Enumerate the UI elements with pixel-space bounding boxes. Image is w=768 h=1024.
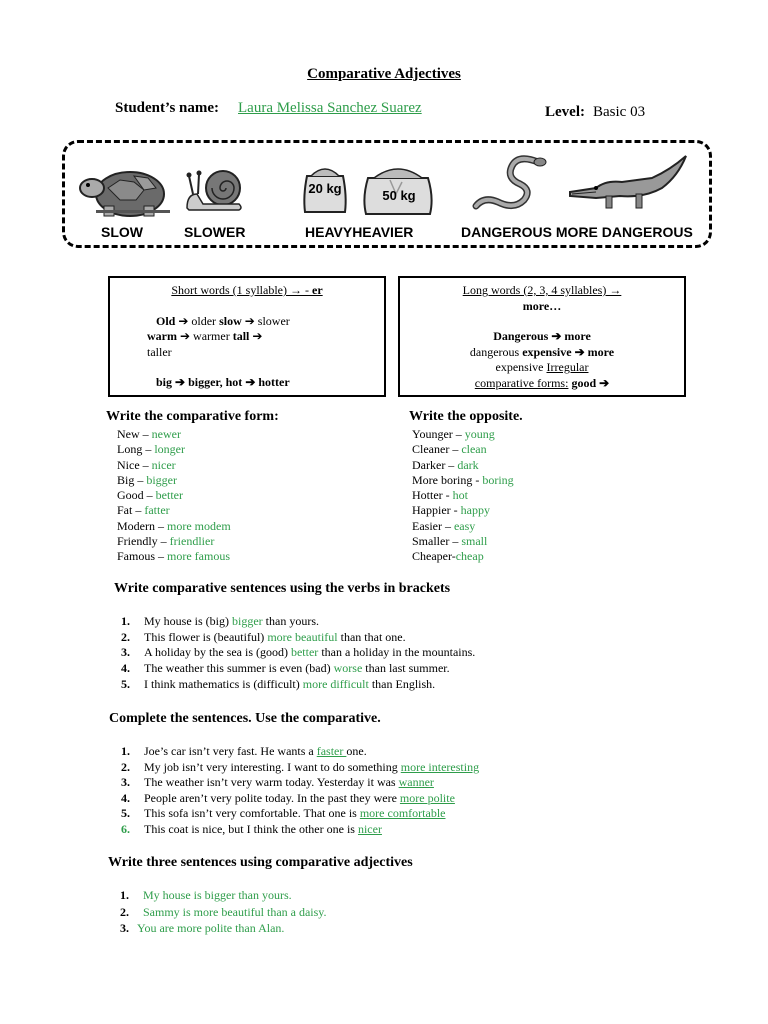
list-item: Big – bigger — [117, 472, 177, 487]
student-name-value: Laura Melissa Sanchez Suarez — [238, 100, 422, 116]
short-example-4: big ➔ bigger, hot ➔ hotter — [156, 375, 290, 389]
three-sentences-list — [120, 887, 327, 937]
list-item: 1. My house is (big) bigger than yours. — [121, 614, 319, 628]
long-example-4: comparative forms: good ➔ — [474, 375, 610, 390]
brackets-list — [121, 614, 475, 693]
list-item: Famous – more famous — [117, 549, 230, 564]
list-item: 3. You are more polite than Alan. — [120, 921, 285, 935]
list-item: Smaller – small — [412, 534, 488, 549]
long-example-1: Dangerous ➔ more — [493, 329, 591, 343]
label-dangerous: DANGEROUS MORE DANGEROUS — [461, 224, 693, 240]
list-item: 3. The weather isn’t very warm today. Yesterday it was wanner — [121, 775, 434, 789]
comparative-form-list — [117, 427, 231, 565]
long-example-3: expensive Irregular — [495, 360, 589, 374]
list-item: Darker – dark — [412, 457, 479, 472]
student-name-label: Student’s name: — [115, 100, 220, 116]
label-slow: SLOW — [101, 224, 143, 240]
list-item: Cheaper-cheap — [412, 549, 484, 564]
list-item: 2. My job isn’t very interesting. I want to do something more interesting — [121, 759, 480, 774]
list-item: Nice – nicer — [117, 457, 176, 472]
list-item: Modern – more modem — [117, 518, 231, 533]
list-item: 4. The weather this summer is even (bad) worse than last summer. — [121, 661, 450, 676]
opposite-list — [412, 427, 514, 565]
list-item: Friendly – friendlier — [117, 534, 215, 549]
short-example-1: Old ➔ older slow ➔ slower — [156, 313, 290, 328]
label-slower: SLOWER — [184, 224, 246, 240]
page-title: Comparative Adjectives — [307, 66, 461, 82]
label-heavy-heavier: HEAVYHEAVIER — [305, 224, 414, 240]
list-item: Good – better — [117, 488, 183, 503]
complete-heading: Complete the sentences. Use the comparative. — [109, 711, 381, 726]
opposite-heading: Write the opposite. — [409, 409, 523, 424]
level-label: Level: — [545, 104, 585, 120]
level-value: Basic 03 — [593, 104, 646, 120]
list-item: Cleaner – clean — [412, 442, 487, 457]
short-words-box — [108, 276, 386, 397]
snail-image — [183, 164, 245, 214]
crocodile-image — [566, 152, 690, 214]
list-item: Hotter - hot — [412, 488, 468, 503]
long-example-2: dangerous expensive ➔ more — [469, 344, 615, 359]
list-item: 3. A holiday by the sea is (good) better than a holiday in the mountains. — [121, 645, 476, 660]
turtle-image — [78, 158, 170, 218]
list-item: Younger – young — [412, 427, 495, 441]
list-item: 2. This flower is (beautiful) more beautiful than that one. — [121, 629, 406, 644]
list-item: Happier - happy — [412, 503, 490, 518]
snake-image — [468, 152, 548, 214]
complete-list — [121, 744, 479, 837]
list-item: 5. This sofa isn’t very comfortable. That one is more comfortable — [121, 806, 446, 820]
list-item: Fat – fatter — [117, 503, 170, 518]
list-item: New – newer — [117, 427, 181, 441]
list-item: 2. Sammy is more beautiful than a daisy. — [120, 904, 327, 919]
short-words-heading: Short words (1 syllable) → - er — [171, 283, 323, 297]
list-item: 4. People aren’t very polite today. In the past they were more polite — [121, 790, 455, 805]
weight-small-label: 20 kg — [308, 181, 342, 196]
weight-large-label: 50 kg — [382, 188, 416, 203]
list-item: Easier – easy — [412, 518, 476, 533]
list-item: 1. Joe’s car isn’t very fast. He wants a faster one. — [121, 744, 367, 758]
list-item: 6. This coat is nice, but I think the other one is nicer — [121, 821, 382, 836]
list-item: Long – longer — [117, 442, 185, 457]
long-words-heading: Long words (2, 3, 4 syllables) → — [462, 283, 622, 297]
list-item: 5. I think mathematics is (difficult) more difficult than English. — [121, 676, 436, 691]
short-example-2: warm ➔ warmer tall ➔ — [147, 329, 263, 343]
comparative-form-heading: Write the comparative form: — [106, 409, 279, 424]
short-example-3: taller — [147, 344, 172, 359]
list-item: More boring - boring — [412, 472, 514, 487]
list-item: 1. My house is bigger than yours. — [120, 888, 292, 902]
three-sentences-heading: Write three sentences using comparative adjectives — [108, 855, 413, 870]
long-words-heading-2: more… — [522, 298, 562, 313]
brackets-heading: Write comparative sentences using the verbs in brackets — [114, 581, 451, 596]
long-words-box — [398, 276, 686, 397]
